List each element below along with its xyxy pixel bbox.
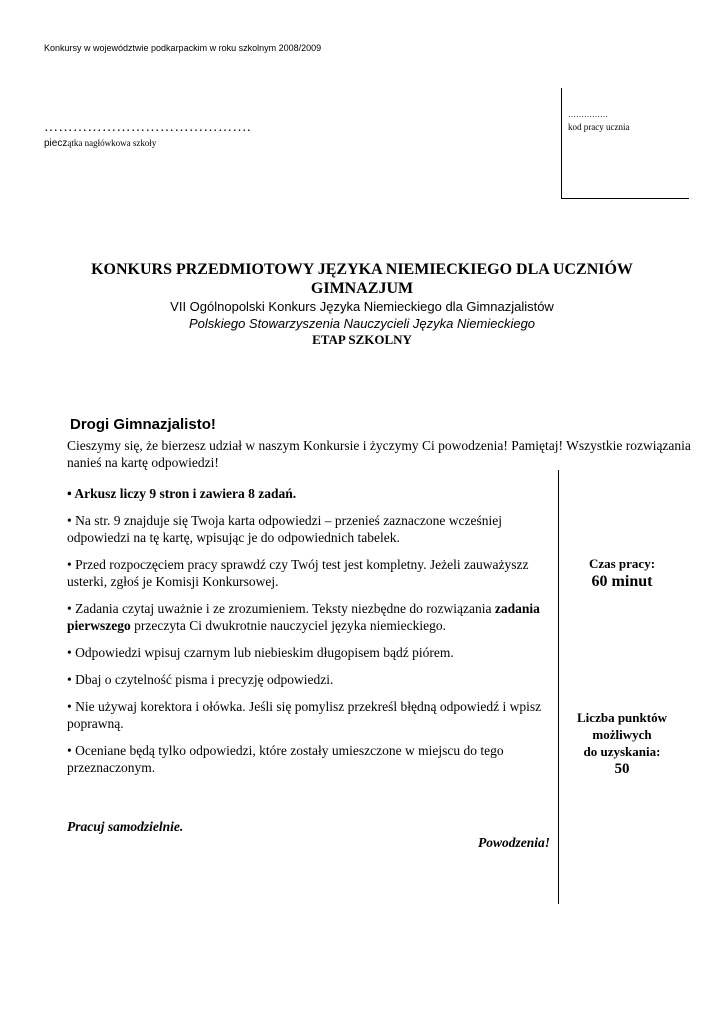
school-stamp-label-part1: piecz <box>44 138 68 149</box>
column-divider <box>558 470 559 904</box>
instruction-text: przeczyta Ci dwukrotnie nauczyciel języka niemieckiego. <box>130 618 446 633</box>
competition-header-note: Konkursy w województwie podkarpackim w roku szkolnym 2008/2009 <box>44 43 322 53</box>
points-label-line-1: Liczba punktów <box>577 710 667 725</box>
student-code-dots: …………… <box>568 110 608 119</box>
time-value: 60 minut <box>591 573 653 590</box>
stage-label: ETAP SZKOLNY <box>312 332 412 347</box>
competition-title <box>40 260 684 298</box>
good-luck-note: Powodzenia! <box>477 835 550 850</box>
student-code-label: kod pracy ucznia <box>568 122 630 132</box>
points-value: 50 <box>614 761 630 777</box>
instruction-text: • Zadania czytaj uważnie i ze zrozumieniem. Teksty niezbędne do rozwiązania <box>67 601 495 616</box>
work-alone-note: Pracuj samodzielnie. <box>67 819 184 834</box>
instruction-item: • Odpowiedzi wpisuj czarnym lub niebieskim długopisem bądź piórem. <box>67 645 454 660</box>
time-box <box>561 555 683 591</box>
instruction-item: • Przed rozpoczęciem pracy sprawdź czy Twój test jest kompletny. Jeżeli zauważyszz usterki, zgłoś je Komisji Konkursowej. <box>67 557 529 589</box>
instruction-item <box>67 600 554 634</box>
greeting: Drogi Gimnazjalisto! <box>70 416 216 433</box>
instruction-item: • Oceniane będą tylko odpowiedzi, które zostały umieszczone w miejscu do tego przeznaczonym. <box>67 743 504 775</box>
competition-subtitle: VII Ogólnopolski Konkurs Języka Niemieckiego dla Gimnazjalistów <box>170 299 554 314</box>
points-label-line-2: możliwych <box>592 727 652 742</box>
instructions-list <box>67 485 554 786</box>
intro-text: Cieszymy się, że bierzesz udział w naszym Konkursie i życzymy Ci powodzenia! Pamiętaj! Wszystkie rozwiązania nanieś na kartę odpowiedzi! <box>67 438 691 470</box>
points-label-line-3: do uzyskania: <box>583 744 661 759</box>
title-line-2: GIMNAZJUM <box>310 280 414 297</box>
instruction-item: • Na str. 9 znajduje się Twoja karta odpowiedzi – przenieś zaznaczone wcześniej odpowiedzi na tę kartę, wpisując je do odpowiednich tabelek. <box>67 513 502 545</box>
title-line-1: KONKURS PRZEDMIOTOWY JĘZYKA NIEMIECKIEGO DLA UCZNIÓW <box>91 261 633 278</box>
school-stamp-label-part2: ątka nagłówkowa szkoły <box>67 138 157 148</box>
association-name: Polskiego Stowarzyszenia Nauczycieli Języka Niemieckiego <box>188 316 536 331</box>
student-code-box <box>561 88 689 199</box>
instruction-item: • Dbaj o czytelność pisma i precyzję odpowiedzi. <box>67 672 334 687</box>
points-box <box>561 709 683 779</box>
instruction-emphasis: zadania pierwszego <box>67 601 540 633</box>
time-label: Czas pracy: <box>588 556 656 571</box>
school-stamp-dots: ……………………………………. <box>44 120 251 135</box>
school-stamp-label <box>44 138 156 149</box>
instruction-item: • Arkusz liczy 9 stron i zawiera 8 zadań. <box>67 486 297 501</box>
instruction-item: • Nie używaj korektora i ołówka. Jeśli się pomylisz przekreśl błędną odpowiedź i wpisz poprawną. <box>67 699 542 731</box>
